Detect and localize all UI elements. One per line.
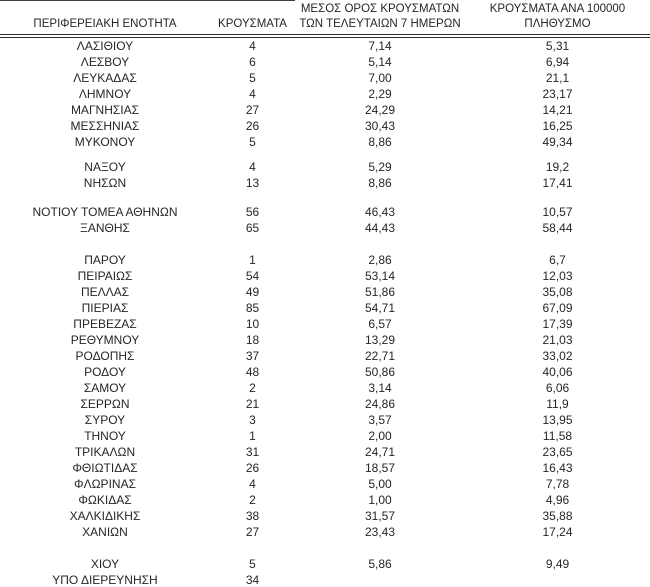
- avg7-cell: 2,86: [368, 253, 392, 267]
- cases-cell: 65: [245, 221, 260, 235]
- avg7-cell: 50,86: [364, 365, 396, 379]
- cases-cell: 1: [249, 429, 256, 443]
- per100k-cell: 19,2: [545, 160, 570, 174]
- per100k-cell: 12,03: [542, 269, 573, 283]
- cases-cell: 3: [249, 413, 256, 427]
- per100k-cell: 35,88: [542, 509, 573, 523]
- cases-cell: 34: [245, 573, 260, 587]
- region-cell: ΣΥΡΟΥ: [84, 413, 126, 427]
- cases-cell: 26: [245, 461, 260, 475]
- per100k-cell: 23,17: [542, 87, 573, 101]
- avg7-cell: 2,00: [368, 429, 392, 443]
- region-cell: ΠΕΛΛΑΣ: [80, 285, 130, 299]
- header-per100k-line2: ΠΛΗΘΥΣΜΟ: [465, 17, 650, 36]
- per100k-cell: 21,1: [545, 71, 570, 85]
- table-row: [0, 86, 650, 102]
- cases-cell: 10: [245, 317, 260, 331]
- table-row: [0, 524, 650, 540]
- region-cell: ΝΟΤΙΟΥ ΤΟΜΕΑ ΑΘΗΝΩΝ: [32, 205, 178, 219]
- header-region: ΠΕΡΙΦΕΡΕΙΑΚΗ ΕΝΟΤΗΤΑ: [0, 17, 210, 36]
- table-row: [0, 70, 650, 86]
- avg7-cell: 24,86: [364, 397, 396, 411]
- per100k-cell: 11,58: [542, 429, 573, 443]
- table-row: [0, 268, 650, 284]
- cases-cell: 49: [245, 285, 260, 299]
- region-cell: ΥΠΟ ΔΙΕΡΕΥΝΗΣΗ: [52, 573, 158, 587]
- cases-cell: 5: [249, 135, 256, 149]
- region-cell: ΛΗΜΝΟΥ: [78, 87, 132, 101]
- per100k-cell: 16,25: [542, 119, 573, 133]
- avg7-cell: 8,86: [368, 176, 392, 190]
- table-row: [0, 204, 650, 220]
- table-row: [0, 476, 650, 492]
- separator-row: [0, 236, 650, 252]
- region-cell: ΠΑΡΟΥ: [84, 253, 126, 267]
- per100k-cell: 33,02: [542, 349, 573, 363]
- per100k-cell: 35,08: [542, 285, 573, 299]
- region-cell: ΠΡΕΒΕΖΑΣ: [73, 317, 137, 331]
- cases-cell: 26: [245, 119, 260, 133]
- cases-cell: 13: [245, 176, 260, 190]
- avg7-cell: 22,71: [364, 349, 396, 363]
- per100k-cell: 4,96: [545, 493, 570, 507]
- cases-cell: 2: [249, 493, 256, 507]
- table-row: [0, 508, 650, 524]
- cases-cell: 1: [249, 253, 256, 267]
- header-spacer-cell: [0, 1, 295, 18]
- separator-cell: [0, 150, 650, 159]
- table-row: [0, 556, 650, 572]
- region-cell: ΧΙΟΥ: [90, 557, 120, 571]
- cases-cell: 4: [249, 160, 256, 174]
- table-row: [0, 36, 650, 54]
- separator-cell: [0, 191, 650, 204]
- table-row: [0, 428, 650, 444]
- per100k-cell: 58,44: [542, 221, 573, 235]
- per100k-cell: 67,09: [542, 301, 573, 315]
- per100k-cell: 23,65: [542, 445, 573, 459]
- per100k-cell: 6,06: [545, 381, 570, 395]
- separator-row: [0, 540, 650, 556]
- cases-cell: 5: [249, 557, 256, 571]
- avg7-cell: 53,14: [364, 269, 396, 283]
- avg7-cell: 5,29: [368, 160, 392, 174]
- region-cell: ΛΕΣΒΟΥ: [80, 55, 130, 69]
- per100k-cell: 17,39: [542, 317, 573, 331]
- region-cell: ΧΑΝΙΩΝ: [82, 525, 128, 539]
- table-row: [0, 572, 650, 587]
- avg7-cell: 24,29: [364, 103, 396, 117]
- avg7-cell: 44,43: [364, 221, 396, 235]
- table-row: [0, 444, 650, 460]
- table-row: [0, 396, 650, 412]
- region-cell: ΛΑΣΙΘΙΟΥ: [76, 39, 134, 53]
- table-row: [0, 364, 650, 380]
- region-cell: ΡΟΔΟΥ: [84, 365, 126, 379]
- table-row: [0, 102, 650, 118]
- region-cell: ΦΛΩΡΙΝΑΣ: [74, 477, 136, 491]
- table-row: [0, 348, 650, 364]
- cases-cell: 85: [245, 301, 260, 315]
- per100k-cell: 49,34: [542, 135, 573, 149]
- region-cell: ΞΑΝΘΗΣ: [80, 221, 130, 235]
- table-header: [0, 1, 650, 37]
- avg7-cell: 5,14: [368, 55, 392, 69]
- region-cell: ΤΗΝΟΥ: [84, 429, 126, 443]
- cases-cell: 37: [245, 349, 260, 363]
- cases-cell: 2: [249, 381, 256, 395]
- region-cell: ΧΑΛΚΙΔΙΚΗΣ: [69, 509, 141, 523]
- separator-cell: [0, 236, 650, 252]
- region-cell: ΦΩΚΙΔΑΣ: [78, 493, 132, 507]
- region-cell: ΜΑΓΝΗΣΙΑΣ: [70, 103, 140, 117]
- table-row: [0, 134, 650, 150]
- avg7-cell: 2,29: [368, 87, 392, 101]
- region-cell: ΠΕΙΡΑΙΩΣ: [77, 269, 133, 283]
- table-header-row-2: [0, 17, 650, 36]
- avg7-cell: 3,14: [368, 381, 392, 395]
- per100k-cell: 6,94: [545, 55, 570, 69]
- cases-cell: 6: [249, 55, 256, 69]
- per100k-cell: 9,49: [545, 557, 570, 571]
- per100k-cell: 5,31: [545, 39, 570, 53]
- table-row: [0, 118, 650, 134]
- cases-cell: 56: [245, 205, 260, 219]
- avg7-cell: 31,57: [364, 509, 396, 523]
- avg7-cell: 18,57: [364, 461, 396, 475]
- region-cell: ΛΕΥΚΑΔΑΣ: [73, 71, 137, 85]
- cases-cell: 4: [249, 477, 256, 491]
- avg7-cell: 23,43: [364, 525, 396, 539]
- cases-cell: 21: [245, 397, 260, 411]
- cases-cell: 27: [245, 525, 260, 539]
- cases-cell: 31: [245, 445, 260, 459]
- per100k-cell: 40,06: [542, 365, 573, 379]
- region-cell: ΜΥΚΟΝΟΥ: [74, 135, 136, 149]
- per100k-cell: 21,03: [542, 333, 573, 347]
- table-row: [0, 220, 650, 236]
- per100k-cell: 16,43: [542, 461, 573, 475]
- avg7-cell: 3,57: [368, 413, 392, 427]
- region-cell: ΝΑΞΟΥ: [84, 160, 126, 174]
- cases-cell: 38: [245, 509, 260, 523]
- header-avg7-line2: ΤΩΝ ΤΕΛΕΥΤΑΙΩΝ 7 ΗΜΕΡΩΝ: [295, 17, 465, 36]
- avg7-cell: [295, 572, 465, 587]
- avg7-cell: 8,86: [368, 135, 392, 149]
- avg7-cell: 5,86: [368, 557, 392, 571]
- table-row: [0, 380, 650, 396]
- cases-cell: 18: [245, 333, 260, 347]
- table-header-row-1: [0, 1, 650, 18]
- region-cell: ΣΑΜΟΥ: [83, 381, 127, 395]
- per100k-cell: 13,95: [542, 413, 573, 427]
- per100k-cell: [465, 572, 650, 587]
- cases-cell: 54: [245, 269, 260, 283]
- avg7-cell: 30,43: [364, 119, 396, 133]
- table-row: [0, 159, 650, 175]
- avg7-cell: 24,71: [364, 445, 396, 459]
- per100k-cell: 6,7: [549, 253, 566, 267]
- header-per100k-line1: ΚΡΟΥΣΜΑΤΑ ΑΝΑ 100000: [489, 2, 626, 15]
- table-body: [0, 36, 650, 587]
- per100k-cell: 10,57: [542, 205, 573, 219]
- region-cell: ΦΘΙΩΤΙΔΑΣ: [72, 461, 138, 475]
- cases-cell: 4: [249, 87, 256, 101]
- separator-cell: [0, 540, 650, 556]
- table-row: [0, 492, 650, 508]
- separator-row: [0, 150, 650, 159]
- separator-row: [0, 191, 650, 204]
- region-cell: ΜΕΣΣΗΝΙΑΣ: [70, 119, 140, 133]
- region-cell: ΠΙΕΡΙΑΣ: [81, 301, 129, 315]
- avg7-cell: 7,00: [368, 71, 392, 85]
- table-row: [0, 175, 650, 191]
- avg7-cell: 7,14: [368, 39, 392, 53]
- table-row: [0, 300, 650, 316]
- avg7-cell: 51,86: [364, 285, 396, 299]
- per100k-cell: 14,21: [542, 103, 573, 117]
- avg7-cell: 5,00: [368, 477, 392, 491]
- avg7-cell: 1,00: [368, 493, 392, 507]
- avg7-cell: 54,71: [364, 301, 396, 315]
- region-cell: ΤΡΙΚΑΛΩΝ: [74, 445, 136, 459]
- per100k-cell: 17,24: [542, 525, 573, 539]
- region-cell: ΝΗΣΩΝ: [83, 176, 127, 190]
- region-cell: ΡΕΘΥΜΝΟΥ: [70, 333, 140, 347]
- region-cell: ΣΕΡΡΩΝ: [80, 397, 130, 411]
- table-row: [0, 332, 650, 348]
- table-row: [0, 54, 650, 70]
- cases-cell: 48: [245, 365, 260, 379]
- per100k-cell: 17,41: [542, 176, 573, 190]
- cases-cell: 5: [249, 71, 256, 85]
- table-row: [0, 460, 650, 476]
- avg7-cell: 46,43: [364, 205, 396, 219]
- cases-cell: 27: [245, 103, 260, 117]
- per100k-cell: 11,9: [546, 397, 569, 411]
- table-row: [0, 412, 650, 428]
- avg7-cell: 13,29: [364, 333, 396, 347]
- table-row: [0, 316, 650, 332]
- table-row: [0, 252, 650, 268]
- cases-cell: 4: [249, 39, 256, 53]
- header-avg7-line1: ΜΕΣΟΣ ΟΡΟΣ ΚΡΟΥΣΜΑΤΩΝ: [300, 2, 460, 15]
- avg7-cell: 6,57: [368, 317, 392, 331]
- region-cell: ΡΟΔΟΠΗΣ: [75, 349, 135, 363]
- table-row: [0, 284, 650, 300]
- header-cases: ΚΡΟΥΣΜΑΤΑ: [210, 17, 295, 36]
- per100k-cell: 7,78: [545, 477, 570, 491]
